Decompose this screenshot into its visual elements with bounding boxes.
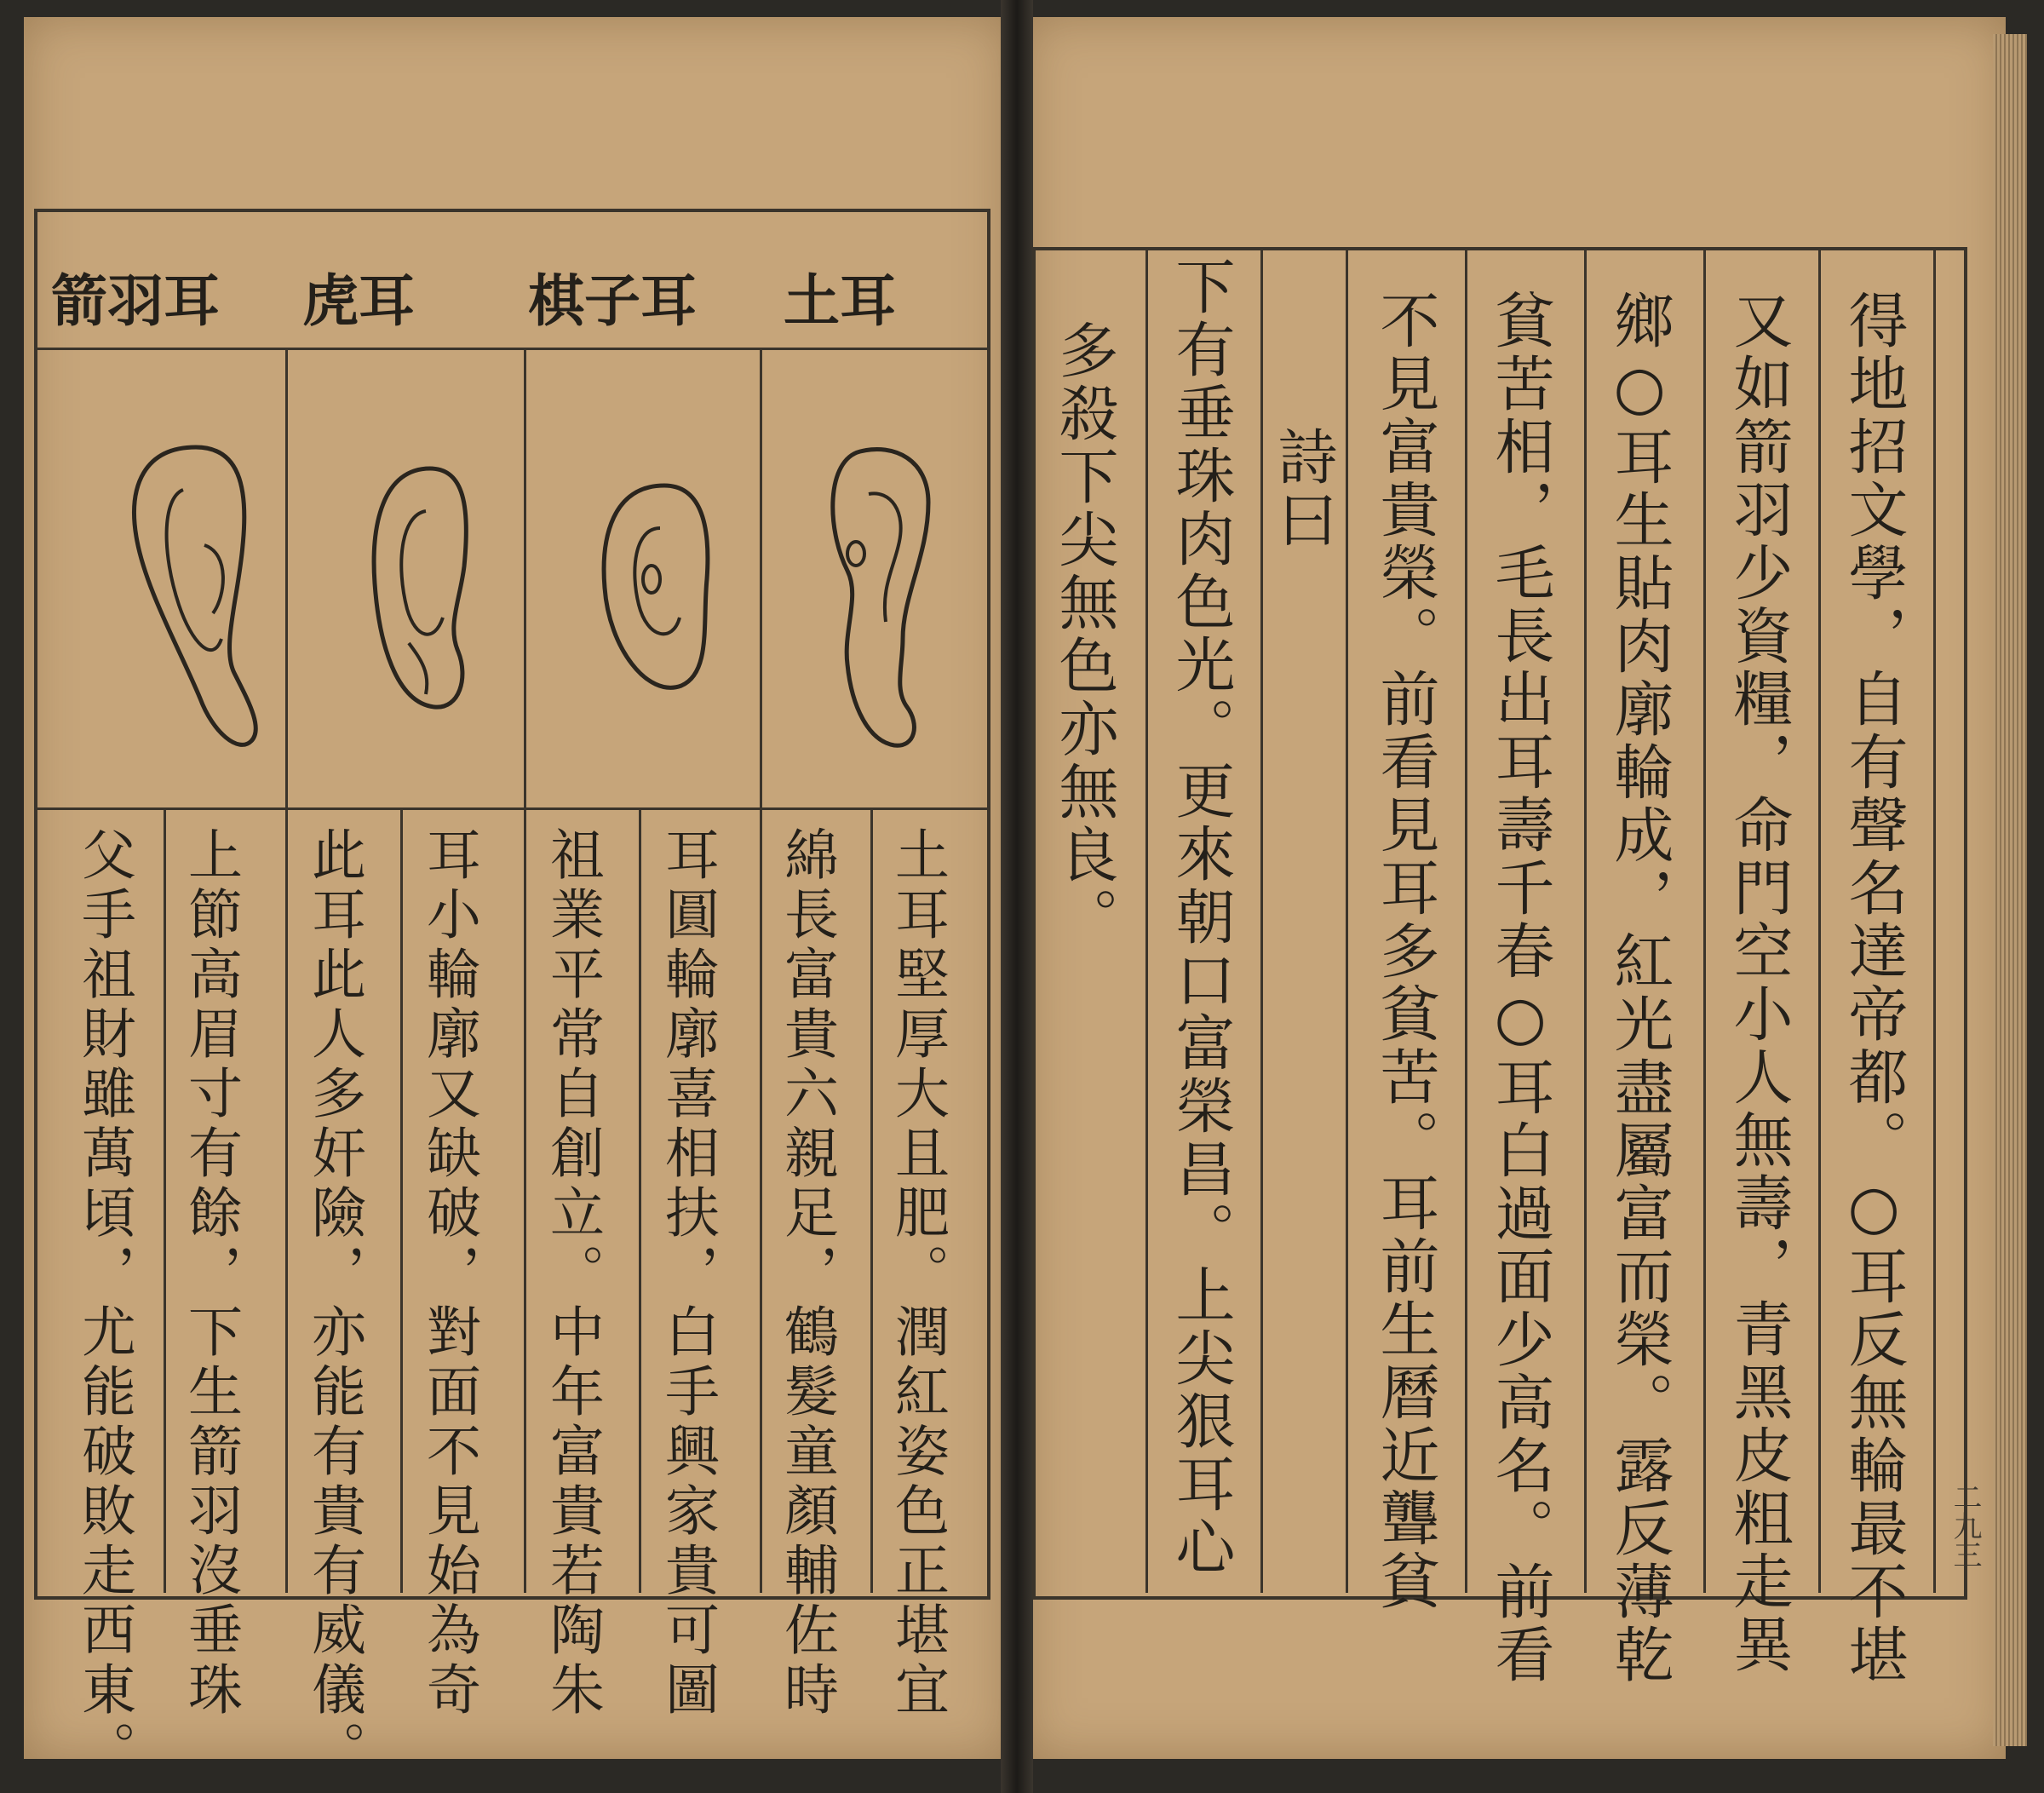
left-text-column: 上節高眉寸有餘，下生箭羽沒垂珠 [179, 826, 242, 1721]
book-spine [1001, 0, 1033, 1793]
divider [1260, 247, 1263, 1593]
poem-line: 下有垂珠肉色光。更來朝口富榮昌。上尖狠耳心 [1166, 256, 1236, 1579]
poem-line: 多殺下尖無色亦無良。 [1049, 319, 1119, 950]
illustration-rule [34, 807, 987, 810]
ear-title-qizi: 棋子耳 [528, 267, 697, 334]
divider [1818, 247, 1821, 1593]
divider [524, 348, 526, 807]
divider [1584, 247, 1587, 1593]
qizi-ear-illustration [588, 468, 724, 724]
tu-ear-illustration [809, 426, 945, 767]
divider [285, 807, 288, 1593]
divider [1933, 247, 1936, 1593]
divider [524, 807, 526, 1593]
poem-heading: 詩曰 [1268, 426, 1338, 552]
left-text-column: 父手祖財雖萬頃，尤能破敗走西東。 [72, 826, 135, 1780]
folio-number: 二九三 [1948, 1482, 1982, 1569]
ear-title-hu: 虎耳 [302, 267, 415, 334]
left-text-column: 綿長富貴六親足，鶴髮童顏輔佐時 [775, 826, 838, 1721]
divider [164, 807, 166, 1593]
divider [285, 348, 288, 807]
right-text-column: 得地招文學，自有聲名達帝都。○耳反無輪最不堪 [1839, 290, 1909, 1687]
ear-title-tu: 土耳 [784, 267, 896, 334]
divider [760, 807, 762, 1593]
divider [400, 807, 403, 1593]
divider [870, 807, 873, 1593]
left-text-column: 土耳堅厚大且肥。潤紅姿色正堪宜 [886, 826, 949, 1721]
divider [1703, 247, 1706, 1593]
ear-title-jianyu: 箭羽耳 [51, 267, 220, 334]
divider [639, 807, 641, 1593]
divider [1346, 247, 1348, 1593]
divider [1465, 247, 1467, 1593]
divider [760, 348, 762, 807]
right-text-column: 貧苦相，毛長出耳壽千春○耳白過面少高名。前看 [1485, 290, 1555, 1687]
title-rule [34, 348, 987, 350]
divider [1145, 247, 1148, 1593]
page-edges [1993, 34, 2027, 1746]
jianyu-ear-illustration [102, 426, 273, 767]
right-text-column: 鄉○耳生貼肉廓輪成，紅光盡屬富而榮。露反薄乾 [1605, 290, 1674, 1687]
left-page-frame [34, 209, 990, 1780]
left-text-column: 祖業平常自創立。中年富貴若陶朱 [541, 826, 604, 1721]
right-text-column: 又如箭羽少資糧，命門空小人無壽，青黑皮粗走異 [1724, 290, 1794, 1676]
left-text-column: 此耳此人多奸險，亦能有貴有威儀。 [302, 826, 365, 1780]
left-text-column: 耳圓輪廓喜相扶，白手興家貴可圖 [656, 826, 719, 1721]
hu-ear-illustration [349, 447, 485, 728]
right-text-column: 不見富貴榮。前看見耳多貧苦。耳前生曆近聾貧 [1370, 290, 1440, 1613]
left-text-column: 耳小輪廓又缺破，對面不見始為奇 [417, 826, 480, 1721]
